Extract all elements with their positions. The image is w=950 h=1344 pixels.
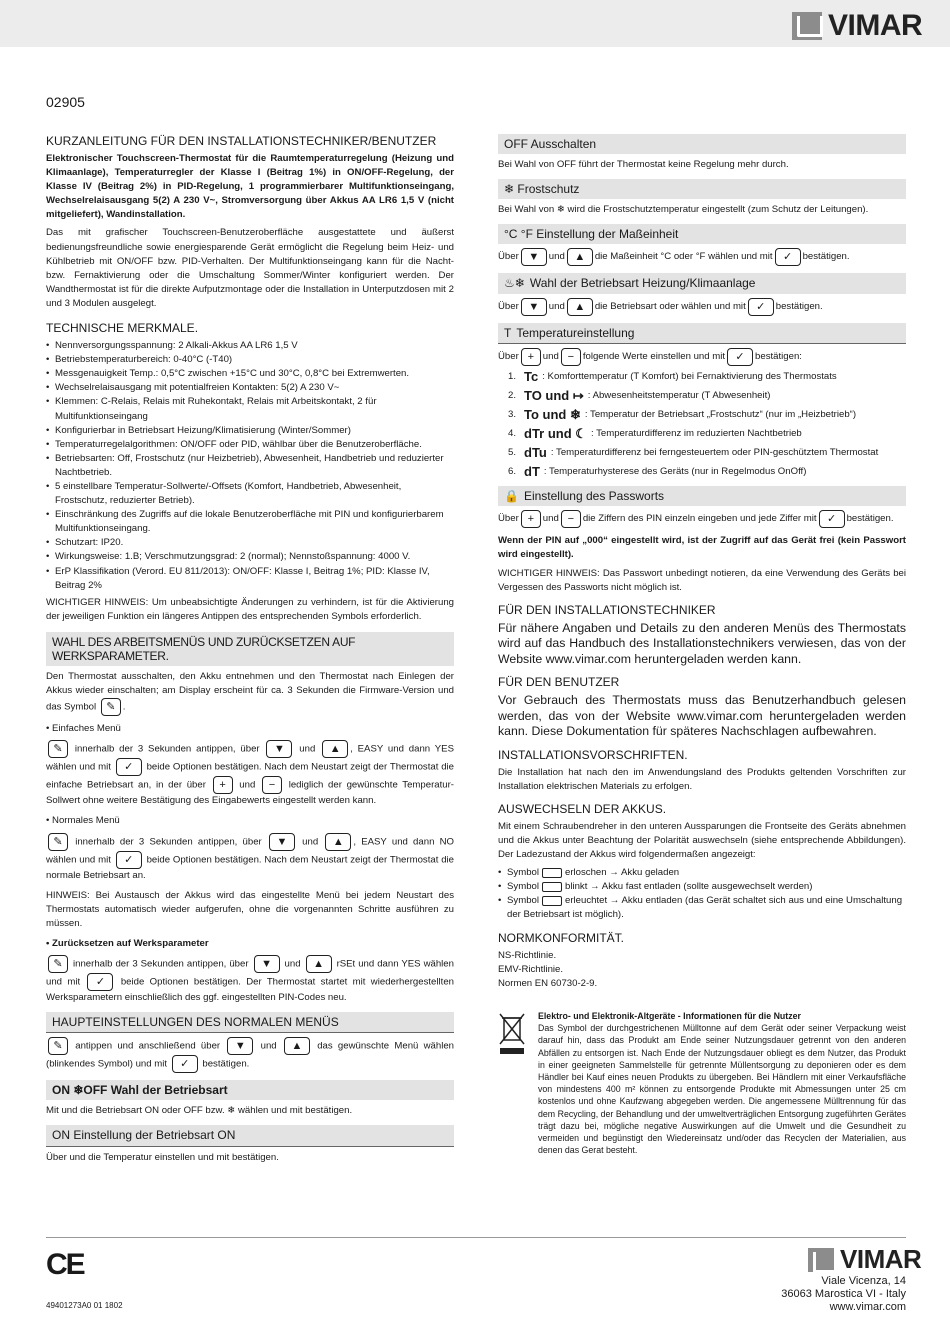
settings-icon: ✎	[48, 833, 68, 851]
down-arrow-icon: ▼	[266, 740, 292, 758]
left-column	[46, 134, 454, 1169]
temp-bar	[498, 323, 906, 344]
on-text: Über und die Temperatur einstellen und mit bestätigen.	[46, 1151, 279, 1163]
plus-icon: +	[521, 348, 541, 366]
inst-text: Für nähere Angaben und Details zu den anderen Menüs des Thermostats wird auf das Handbuch des Installationstechnikers verwiesen, das von der Website www.vimar.com heruntergeladen werden kann.	[498, 620, 906, 666]
footer-logo	[808, 1244, 921, 1275]
main-settings-title: HAUPTEINSTELLUNGEN DES NORMALEN MENÜS	[52, 1015, 339, 1030]
intro-text: Das mit grafischer Touchscreen-Benutzeroberfläche ausgestattete und äußerst bedienungsfreundliche sowie energiesparende Gerät ermöglicht die Regelung beim Heiz- und Kühlbetrieb mit ON/OFF bzw. PID-Verhalten. Der Multifunktionseingang kann für die Nacht- bzw. Fernaktivierung oder die Umschaltung Sommer/Winter konfiguriert werden. Der Wandthermostat ist für die direkte Aufputzmontage oder die Installation in Unterputzdosen mit 2 und 3 Modulen ausgelegt.	[46, 227, 454, 309]
vimar-logo-icon	[808, 1248, 834, 1272]
temp-item-text: : Temperaturdifferenz bei ferngesteuertem oder PIN-geschütztem Thermostat	[550, 447, 879, 459]
pw-text: die Ziffern des PIN einzeln eingeben und jede Ziffer mit	[582, 513, 817, 525]
frost-bar	[498, 179, 906, 199]
mode-text: die Betriebsart oder wählen und mit	[594, 300, 746, 312]
easy-text	[46, 740, 454, 808]
tech-item: • Wirkungsweise: 1.B; Verschmutzungsgrad: 2 (normal); Nennstoßspannung: 4000 V.	[46, 550, 454, 564]
easy-a: innerhalb der 3 Sekunden antippen, über	[74, 743, 260, 755]
temp-item	[508, 408, 906, 422]
tech-item: • ErP Klassifikation (Verord. EU 811/2013): ON/OFF: Klasse I, Beitrag 1%; PID: Klasse IV, Beitrag 2%	[46, 565, 454, 593]
confirm-icon: ✓	[116, 758, 142, 776]
unit-bar	[498, 224, 906, 244]
lock-icon: 🔒	[504, 489, 519, 504]
crossed-bin-icon	[498, 1012, 526, 1056]
confirm-icon: ✓	[172, 1055, 198, 1073]
up-arrow-icon: ▲	[325, 833, 351, 851]
main-b: das gewünschte Menü wählen (blinkendes Symbol) und mit	[46, 1040, 455, 1070]
temp-item-text: : Temperaturhysterese des Geräts (nur in Regelmodus OnOff)	[543, 466, 807, 478]
main-settings-bar	[46, 1012, 454, 1033]
temp-item-number: 6.	[508, 466, 517, 478]
reset-a: innerhalb der 3 Sekunden antippen, über	[73, 958, 249, 970]
und-label: und	[302, 836, 319, 848]
address-line-2: 36063 Marostica VI - Italy	[781, 1288, 906, 1300]
brand-name: VIMAR	[828, 9, 923, 42]
temp-item-text: : Abwesenheitstemperatur (T Abwesenheit)	[587, 389, 771, 401]
batt-item-text: blinkt → Akku fast entladen (sollte ausgewechselt werden)	[565, 881, 813, 893]
rules-title: INSTALLATIONSVORSCHRIFTEN.	[498, 747, 688, 762]
vimar-logo-icon	[792, 12, 822, 40]
frost-text: Bei Wahl von ❄ wird die Frostschutztemperatur eingestellt (zum Schutz der Leitungen).	[498, 204, 869, 216]
unit-text: die Maßeinheit °C oder °F wählen und mit	[594, 251, 773, 263]
minus-icon: −	[561, 510, 581, 528]
batt-symbol-label: Symbol	[507, 867, 539, 879]
temp-icon: T	[504, 325, 512, 340]
up-arrow-icon: ▲	[306, 955, 332, 973]
temp-item-symbol: dTu	[524, 445, 547, 461]
easy-b: , EASY und dann YES	[350, 743, 454, 755]
batt-title: AUSWECHSELN DER AKKUS.	[498, 801, 667, 816]
plus-icon: +	[213, 776, 233, 794]
menu-text-body: Den Thermostat ausschalten, den Akku entnehmen und den Thermostat nach Einlegen der Akkus wieder einschalten; am Display erscheint für ca. 3 Sekunden die Firmware-Version und das Symbol	[46, 671, 454, 713]
norm-title: NORMKONFORMITÄT.	[498, 930, 624, 945]
und-label: und	[542, 350, 559, 362]
address-line-1: Viale Vicenza, 14	[821, 1275, 906, 1287]
norm-text	[46, 833, 454, 883]
norm-item: EMV-Richtlinie.	[498, 963, 564, 975]
confirm-icon: ✓	[87, 973, 113, 991]
pw-row	[498, 510, 906, 528]
settings-icon: ✎	[48, 740, 68, 758]
warn-text: WICHTIGER HINWEIS: Um unbeabsichtigte Änderungen zu verhindern, ist für die Aktivierung der jeweiligen Funktion ein längeres Antippen des entsprechenden Symbols erforderlich.	[46, 596, 454, 622]
menu-section-bar	[46, 632, 454, 666]
unit-bar-label: °C °F Einstellung der Maßeinheit	[504, 227, 679, 242]
norm-item: Normen EN 60730-2-9.	[498, 977, 598, 989]
down-arrow-icon: ▼	[269, 833, 295, 851]
onoff-text: Mit und die Betriebsart ON oder OFF bzw. ❄ wählen und mit bestätigen.	[46, 1105, 353, 1117]
und-label: und	[299, 743, 316, 755]
norm-b: , EASY und dann NO	[353, 836, 454, 848]
tech-item: • Betriebstemperaturbereich: 0-40°C (-T40)	[46, 353, 454, 367]
up-arrow-icon: ▲	[567, 248, 593, 266]
document-number: 49401273A0 01 1802	[46, 1301, 123, 1310]
settings-icon: ✎	[48, 955, 68, 973]
plus-icon: +	[521, 510, 541, 528]
und-label: und	[548, 251, 565, 263]
norm-item: NS-Richtlinie.	[498, 949, 557, 961]
easy-e: lediglich der gewünschte Temperatur-Sollwert ohne weitere Bestätigung des Eingabewerts eingestellt werden kann.	[46, 779, 454, 807]
temp-item-symbol: Tc	[524, 368, 539, 384]
unit-row	[498, 248, 906, 266]
website-link[interactable]: www.vimar.com	[829, 1301, 906, 1313]
off-bar-label: OFF Ausschalten	[504, 137, 597, 151]
menu-section-title: WAHL DES ARBEITSMENÜS UND ZURÜCKSETZEN AUF WERKSPARAMETER.	[52, 634, 356, 663]
tech-title: TECHNISCHE MERKMALE.	[46, 321, 199, 336]
rules-text: Die Installation hat nach den im Anwendungsland des Produkts geltenden Vorschriften zur Installation elektrischen Materials zu erfolgen.	[498, 766, 906, 792]
confirm-label: bestätigen:	[755, 350, 802, 362]
user-title: FÜR DEN BENUTZER	[498, 675, 620, 690]
temp-item-symbol: To und ❄	[524, 406, 581, 422]
right-column	[498, 134, 906, 991]
batt-item	[498, 866, 906, 880]
temp-row	[498, 348, 906, 366]
battery-icon	[542, 868, 562, 878]
settings-icon: ✎	[48, 1037, 68, 1055]
tech-item: • Temperaturregelalgorithmen: ON/OFF oder PID, wählbar über die Benutzeroberfläche.	[46, 438, 454, 452]
temp-text: folgende Werte einstellen und mit	[582, 350, 726, 362]
confirm-label: bestätigen.	[802, 251, 850, 263]
onoff-bar	[46, 1080, 454, 1100]
tech-item: • Konfigurierbar in Betriebsart Heizung/Klimatisierung (Winter/Sommer)	[46, 424, 454, 438]
temp-item-symbol: dT	[524, 464, 540, 480]
ueber-label: Über	[498, 251, 519, 263]
down-arrow-icon: ▼	[521, 248, 547, 266]
temp-item	[508, 370, 906, 384]
norm-list	[498, 949, 906, 991]
temp-item-symbol: dTr und ☾	[524, 425, 587, 441]
tech-item: • Einschränkung des Zugriffs auf die lokale Benutzeroberfläche mit PIN und konfigurierbarem Multifunktionseingang.	[46, 508, 454, 536]
off-text: Bei Wahl von OFF führt der Thermostat keine Regelung mehr durch.	[498, 159, 789, 171]
batt-symbol-label: Symbol	[507, 895, 539, 907]
minus-icon: −	[561, 348, 581, 366]
temp-item-text: : Temperatur der Betriebsart „Frostschutz“ (nur im „Heizbetrieb“)	[584, 408, 857, 420]
mode-row	[498, 298, 906, 316]
heat-cool-icon: ♨❄	[504, 276, 525, 291]
tech-item: • Wechselrelaisausgang mit potentialfreien Kontakten: 5(2) A 230 V~	[46, 381, 454, 395]
temp-item	[508, 427, 906, 441]
footer-divider	[46, 1237, 906, 1238]
ueber-label: Über	[498, 350, 519, 362]
norm-title: • Normales Menü	[46, 815, 120, 827]
reset-title: • Zurücksetzen auf Werksparameter	[46, 937, 209, 949]
norm-d: beide Optionen bestätigen. Nach dem Neustart zeigt der Thermostat die normale Betriebsart an.	[46, 854, 455, 881]
main-text	[46, 1037, 454, 1073]
und-label: und	[548, 300, 565, 312]
batt-text: Mit einem Schraubendreher in den unteren Aussparungen die Frontseite des Geräts abnehmen und die Akkus unter Beachtung der Polarität auswechseln (siehe entsprechende Abbildungen). Der Ladezustand der Akkus wird folgendermaßen angezeigt:	[498, 820, 906, 861]
batt-item	[498, 894, 906, 922]
down-arrow-icon: ▼	[521, 298, 547, 316]
tech-list	[46, 339, 454, 593]
menu-text: Den Thermostat ausschalten, den Akku entnehmen und den Thermostat nach Einlegen der Akkus wieder einschalten; am Display erscheint für ca. 3 Sekunden die Firmware-Version und das Symbol ✎ .	[46, 670, 454, 716]
reset-c: beide Optionen bestätigen. Der Thermostat startet mit wiederhergestellten Werksparametern einschließlich des ggf. eingestellten PIN-Codes neu.	[46, 976, 454, 1004]
footer-brand-name: VIMAR	[840, 1244, 922, 1274]
main-c: bestätigen.	[202, 1058, 250, 1070]
und-label: und	[284, 958, 301, 970]
hinweis-text: HINWEIS: Bei Austausch der Akkus wird das eingestellte Menü bei jedem Neustart des Thermostats automatisch wieder aufgerufen, ohne die vorgenannten Schritte ausführen zu müssen.	[46, 889, 454, 929]
disposal-section	[498, 1010, 906, 1156]
pw-bar-label: Einstellung des Passworts	[523, 489, 665, 504]
temp-item	[508, 389, 906, 403]
confirm-icon: ✓	[727, 348, 753, 366]
batt-item	[498, 880, 906, 894]
main-title: KURZANLEITUNG FÜR DEN INSTALLATIONSTECHNIKER/BENUTZER	[46, 134, 437, 148]
on-bar-label: ON Einstellung der Betriebsart ON	[52, 1128, 236, 1143]
confirm-icon: ✓	[116, 851, 142, 869]
pw-bar	[498, 486, 906, 506]
ce-mark: CE	[46, 1248, 84, 1281]
temp-item-number: 5.	[508, 447, 517, 459]
temp-item-number: 3.	[508, 408, 517, 420]
reset-text	[46, 955, 454, 1005]
minus-icon: −	[262, 776, 282, 794]
battery-icon	[542, 882, 562, 892]
up-arrow-icon: ▲	[284, 1037, 310, 1055]
pin-note: Wenn der PIN auf „000“ eingestellt wird, ist der Zugriff auf das Gerät frei (kein Passwort wird eingestellt).	[498, 535, 906, 561]
temp-item-symbol: TO und ↦	[524, 387, 584, 403]
ueber-label: Über	[498, 513, 519, 525]
temp-item-number: 4.	[508, 427, 517, 439]
battery-icon	[542, 896, 562, 906]
pw-end: bestätigen.	[846, 513, 894, 525]
down-arrow-icon: ▼	[254, 955, 280, 973]
tech-item: • Schutzart: IP20.	[46, 536, 454, 550]
und-label: und	[260, 1040, 277, 1052]
temp-item-text: : Temperaturdifferenz im reduzierten Nachtbetrieb	[590, 427, 802, 439]
confirm-label: bestätigen.	[775, 300, 823, 312]
confirm-icon: ✓	[748, 298, 774, 316]
temp-item-number: 2.	[508, 389, 517, 401]
user-text: Vor Gebrauch des Thermostats muss das Benutzerhandbuch gelesen werden, das von der Website www.vimar.com heruntergeladen werden kann. Diese Dokumentation für späteres Nachschlagen aufbewahren.	[498, 693, 906, 739]
confirm-icon: ✓	[819, 510, 845, 528]
batt-item-text: erloschen → Akku geladen	[565, 867, 680, 879]
tech-item: • Klemmen: C-Relais, Relais mit Ruhekontakt, Relais mit Arbeitskontakt, 2 für Multifunktionseingang	[46, 395, 454, 423]
easy-c: wählen und mit	[46, 761, 111, 773]
mode-bar	[498, 273, 906, 293]
tech-item: • 5 einstellbare Temperatur-Sollwerte/-Offsets (Komfort, Handbetrieb, Abwesenheit, Frostschutz, reduzierter Betrieb).	[46, 480, 454, 508]
inst-title: FÜR DEN INSTALLATIONSTECHNIKER	[498, 602, 716, 617]
und-label: und	[239, 779, 256, 791]
up-arrow-icon: ▲	[322, 740, 348, 758]
mode-bar-label: Wahl der Betriebsart Heizung/Klimaanlage	[529, 276, 756, 291]
batt-item-text: erleuchtet → Akku entladen (das Gerät schaltet sich aus und eine Umschaltung der Betriebsart ist möglich).	[507, 895, 903, 921]
temp-item-number: 1.	[508, 370, 517, 382]
frost-bar-label: ❄ Frostschutz	[504, 182, 580, 197]
onoff-bar-label: ON ❄OFF Wahl der Betriebsart	[52, 1083, 228, 1098]
reset-b: rSEt und dann YES wählen und mit	[46, 958, 454, 988]
und-label: und	[542, 513, 559, 525]
product-code: 02905	[46, 94, 85, 110]
down-arrow-icon: ▼	[227, 1037, 253, 1055]
brand-logo	[792, 9, 922, 43]
temp-item-text: : Komforttemperatur (T Komfort) bei Fernaktivierung des Thermostats	[542, 370, 837, 382]
on-bar	[46, 1125, 454, 1146]
disposal-text: Das Symbol der durchgestrichenen Mülltonne auf dem Gerät oder seiner Verpackung weist darauf hin, dass das Produkt am Ende seiner Nutzungsdauer getrennt von den anderen Abfällen zu entsorgen ist. Nach Ende der Nutzungsdauer obliegt es dem Nutzer, das Produkt in einer geeigneten Sammelstelle für getrennte Müllentsorgung zu deponieren oder es dem Händler bei Kauf eines neuen Produkts zu übergeben. Bei Händlern mit einer Verkaufsfläche von mindestens 400 m² können zu entsorgende Produkte mit Abmessungen unter 25 cm kostenlos und ohne Kaufzwang abgegeben werden. Die angemessene Mülltrennung für das dem Recycling, der Behandlung und der umweltverträglichen Entsorgung zugeführten Gerätes trägt dazu bei, mögliche negative Auswirkungen auf die Umwelt und die Gesundheit zu vermeiden und begünstigt den Wiedereinsatz und/oder das Recyclen der Materialien, aus denen das Gerat besteht.	[538, 1023, 906, 1156]
norm-c: wählen und mit	[46, 854, 111, 866]
main-a: antippen und anschließend über	[75, 1040, 221, 1052]
tech-item: • Nennversorgungsspannung: 2 Alkali-Akkus AA LR6 1,5 V	[46, 339, 454, 353]
pw-warn: WICHTIGER HINWEIS: Das Passwort unbedingt notieren, da eine Verwendung des Geräts bei Vergessen des Passworts nicht möglich ist.	[498, 567, 906, 593]
disposal-title: Elektro- und Elektronik-Altgeräte - Informationen für die Nutzer	[538, 1011, 801, 1021]
off-bar	[498, 134, 906, 154]
batt-list	[498, 866, 906, 922]
address	[781, 1275, 906, 1314]
temp-item	[508, 465, 906, 479]
ueber-label: Über	[498, 300, 519, 312]
tech-item: • Messgenauigkeit Temp.: 0,5°C zwischen +15°C und 30°C, 0,8°C bei Extremwerten.	[46, 367, 454, 381]
temp-item	[508, 446, 906, 460]
settings-icon: ✎	[101, 698, 121, 716]
tech-item: • Betriebsarten: Off, Frostschutz (nur Heizbetrieb), Abwesenheit, Handbetrieb und reduzierter Nachtbetrieb.	[46, 452, 454, 480]
norm-a: innerhalb der 3 Sekunden antippen, über	[75, 836, 262, 848]
batt-symbol-label: Symbol	[507, 881, 539, 893]
confirm-icon: ✓	[775, 248, 801, 266]
up-arrow-icon: ▲	[567, 298, 593, 316]
easy-title: • Einfaches Menü	[46, 723, 121, 735]
temp-list	[498, 370, 906, 480]
easy-d: beide Optionen bestätigen. Nach dem Neustart zeigt der Thermostat die einfache Betriebsart an, in der über	[46, 761, 455, 791]
intro-bold: Elektronischer Touchscreen-Thermostat für die Raumtemperaturregelung (Heizung und Klimaanlage), Temperaturregler der Klasse I (Beitrag 1%) in ON/OFF-Regelung, der Klasse IV (Beitrag 2%) in PID-Regelung, 1 programmierbarer Multifunktionseingang, Wechselrelaisausgang 5(2) A 230 V~, Stromversorgung über Akkus AA LR6 1,5 V (nicht mitgeliefert), Wandinstallation.	[46, 153, 454, 221]
temp-bar-label: Temperatureinstellung	[516, 325, 635, 340]
